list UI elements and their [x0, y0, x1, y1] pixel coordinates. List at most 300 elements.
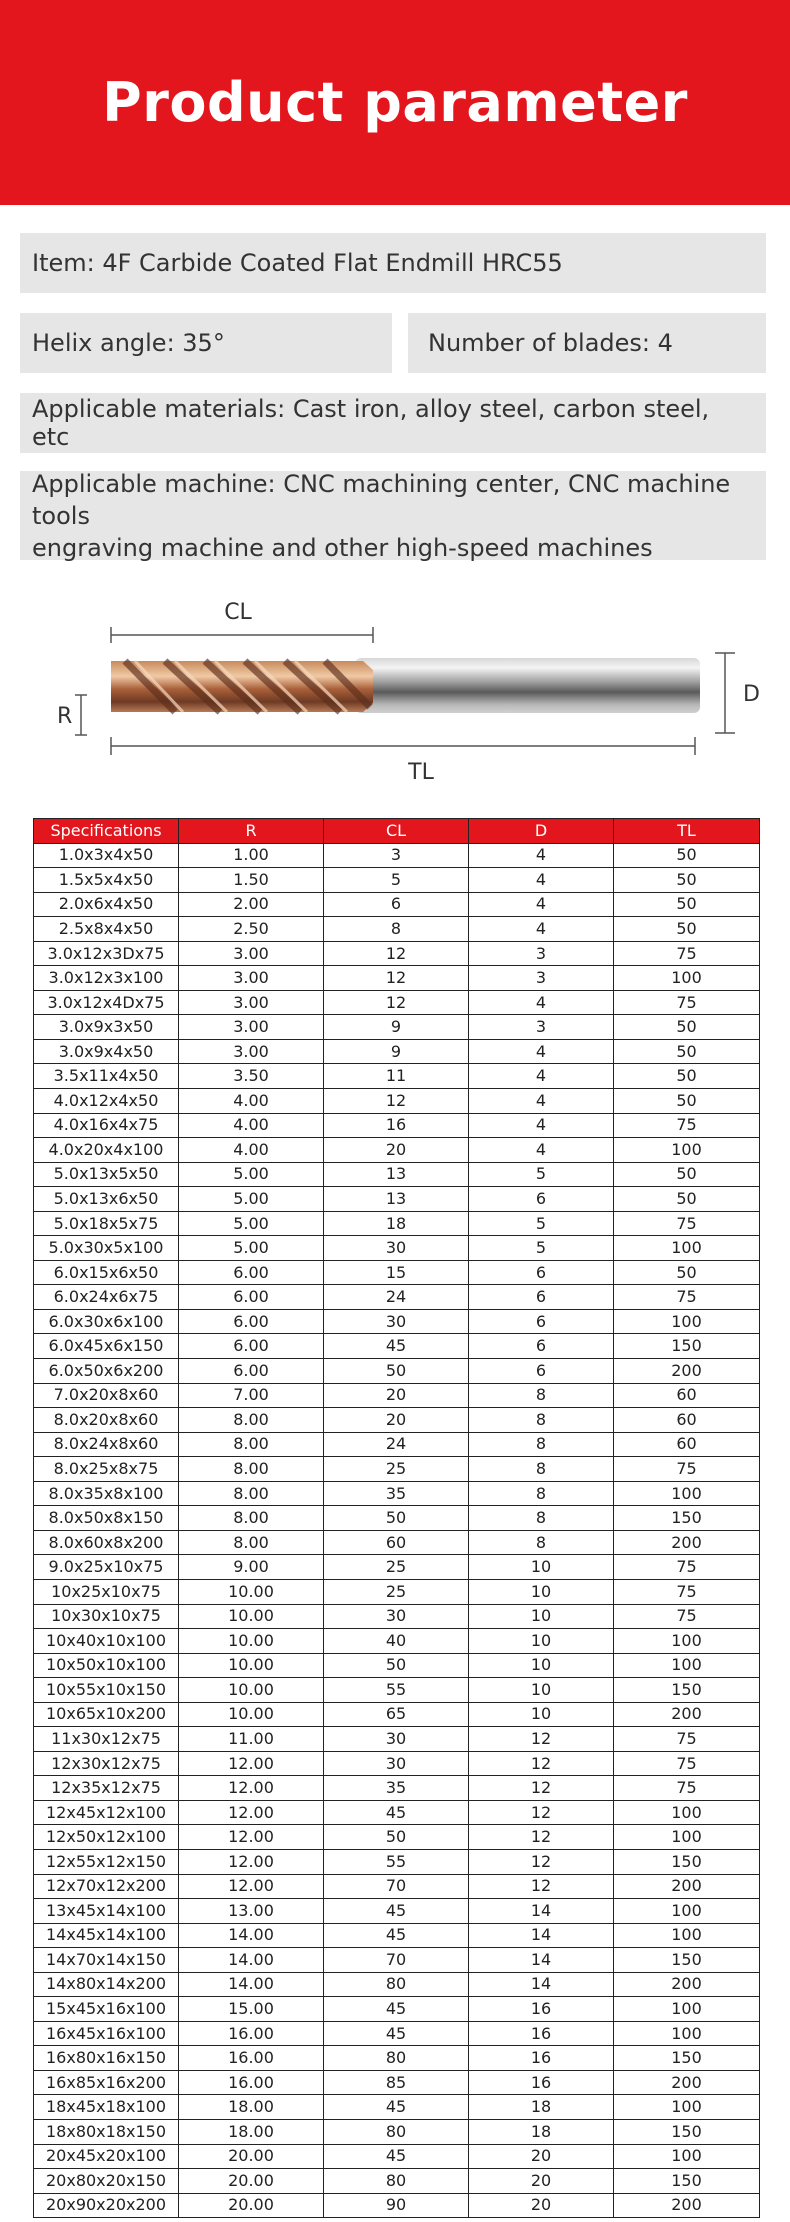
table-row: [34, 1702, 760, 1727]
d-cell: 5: [469, 1236, 614, 1261]
blades-box: [408, 313, 766, 373]
table-row: [34, 1555, 760, 1580]
tl-cell: 50: [614, 892, 760, 917]
spec-cell: 16x45x16x100: [34, 2021, 179, 2046]
table-row: [34, 1481, 760, 1506]
tl-cell: 200: [614, 1702, 760, 1727]
r-cell: 14.00: [179, 1923, 324, 1948]
tl-cell: 50: [614, 1162, 760, 1187]
spec-cell: 4.0x20x4x100: [34, 1138, 179, 1163]
tl-cell: 150: [614, 1334, 760, 1359]
tl-cell: 200: [614, 1874, 760, 1899]
d-label: D: [743, 682, 760, 707]
d-cell: 4: [469, 868, 614, 893]
d-cell: 6: [469, 1309, 614, 1334]
tl-cell: 75: [614, 1604, 760, 1629]
r-cell: 2.50: [179, 917, 324, 942]
table-row: [34, 941, 760, 966]
table-row: [34, 966, 760, 991]
spec-table-body: [34, 843, 760, 2218]
table-row: [34, 1187, 760, 1212]
spec-cell: 5.0x18x5x75: [34, 1211, 179, 1236]
spec-cell: 3.0x9x4x50: [34, 1039, 179, 1064]
r-label: R: [57, 704, 73, 729]
tl-cell: 50: [614, 1015, 760, 1040]
r-cell: 16.00: [179, 2021, 324, 2046]
cl-cell: 5: [324, 868, 469, 893]
d-cell: 3: [469, 941, 614, 966]
machine-text-line2: engraving machine and other high-speed machines: [32, 533, 653, 562]
table-row: [34, 1727, 760, 1752]
spec-table: [33, 818, 760, 2218]
spec-cell: 7.0x20x8x60: [34, 1383, 179, 1408]
d-cell: 4: [469, 892, 614, 917]
cl-cell: 85: [324, 2070, 469, 2095]
spec-cell: 14x80x14x200: [34, 1972, 179, 1997]
r-cell: 3.00: [179, 990, 324, 1015]
cl-cell: 80: [324, 1972, 469, 1997]
spec-cell: 1.0x3x4x50: [34, 843, 179, 868]
tl-cell: 60: [614, 1408, 760, 1433]
spec-cell: 12x30x12x75: [34, 1751, 179, 1776]
tl-cell: 50: [614, 917, 760, 942]
spec-cell: 18x80x18x150: [34, 2119, 179, 2144]
cl-cell: 12: [324, 966, 469, 991]
r-cell: 12.00: [179, 1751, 324, 1776]
d-cell: 6: [469, 1359, 614, 1384]
r-cell: 11.00: [179, 1727, 324, 1752]
d-cell: 8: [469, 1506, 614, 1531]
r-cell: 4.00: [179, 1089, 324, 1114]
cl-cell: 13: [324, 1187, 469, 1212]
spec-cell: 16x85x16x200: [34, 2070, 179, 2095]
blades-text: Number of blades: 4: [428, 329, 673, 357]
spec-cell: 12x55x12x150: [34, 1849, 179, 1874]
tl-cell: 50: [614, 843, 760, 868]
table-row: [34, 892, 760, 917]
r-cell: 10.00: [179, 1702, 324, 1727]
r-cell: 6.00: [179, 1359, 324, 1384]
cl-cell: 90: [324, 2193, 469, 2218]
r-cell: 1.50: [179, 868, 324, 893]
spec-cell: 8.0x50x8x150: [34, 1506, 179, 1531]
cl-cell: 6: [324, 892, 469, 917]
table-row: [34, 1309, 760, 1334]
cl-cell: 45: [324, 2144, 469, 2169]
cl-cell: 50: [324, 1825, 469, 1850]
spec-cell: 6.0x50x6x200: [34, 1359, 179, 1384]
cl-dimension: [111, 600, 373, 643]
spec-cell: 18x45x18x100: [34, 2095, 179, 2120]
table-row: [34, 1530, 760, 1555]
cl-cell: 45: [324, 2021, 469, 2046]
header-tl: TL: [614, 819, 760, 844]
r-cell: 6.00: [179, 1309, 324, 1334]
tl-cell: 150: [614, 1506, 760, 1531]
tl-cell: 100: [614, 1138, 760, 1163]
r-dimension: [57, 695, 87, 735]
r-cell: 10.00: [179, 1629, 324, 1654]
d-cell: 16: [469, 2070, 614, 2095]
spec-cell: 20x80x20x150: [34, 2169, 179, 2194]
table-row: [34, 2021, 760, 2046]
r-cell: 16.00: [179, 2070, 324, 2095]
table-row: [34, 1923, 760, 1948]
d-cell: 6: [469, 1285, 614, 1310]
r-cell: 4.00: [179, 1138, 324, 1163]
table-row: [34, 1653, 760, 1678]
r-cell: 5.00: [179, 1162, 324, 1187]
table-row: [34, 1162, 760, 1187]
cl-cell: 24: [324, 1285, 469, 1310]
cl-cell: 18: [324, 1211, 469, 1236]
spec-cell: 9.0x25x10x75: [34, 1555, 179, 1580]
table-row: [34, 1457, 760, 1482]
table-row: [34, 1285, 760, 1310]
table-row: [34, 1825, 760, 1850]
table-row: [34, 917, 760, 942]
r-cell: 4.00: [179, 1113, 324, 1138]
d-cell: 8: [469, 1481, 614, 1506]
spec-cell: 3.5x11x4x50: [34, 1064, 179, 1089]
tl-dimension: [111, 737, 695, 785]
spec-cell: 8.0x35x8x100: [34, 1481, 179, 1506]
d-cell: 4: [469, 990, 614, 1015]
spec-cell: 2.5x8x4x50: [34, 917, 179, 942]
d-cell: 4: [469, 1113, 614, 1138]
table-row: [34, 2144, 760, 2169]
materials-box: [20, 393, 766, 453]
r-cell: 18.00: [179, 2095, 324, 2120]
tl-cell: 75: [614, 1285, 760, 1310]
spec-cell: 10x30x10x75: [34, 1604, 179, 1629]
d-cell: 10: [469, 1604, 614, 1629]
cl-cell: 3: [324, 843, 469, 868]
tl-cell: 50: [614, 1039, 760, 1064]
r-cell: 13.00: [179, 1899, 324, 1924]
cl-cell: 35: [324, 1481, 469, 1506]
tl-cell: 200: [614, 2193, 760, 2218]
table-row: [34, 1039, 760, 1064]
spec-cell: 13x45x14x100: [34, 1899, 179, 1924]
r-cell: 10.00: [179, 1604, 324, 1629]
table-row: [34, 1997, 760, 2022]
tl-cell: 75: [614, 1727, 760, 1752]
cl-cell: 30: [324, 1236, 469, 1261]
endmill-diagram: [55, 595, 775, 795]
r-cell: 10.00: [179, 1579, 324, 1604]
d-cell: 10: [469, 1555, 614, 1580]
header-d: D: [469, 819, 614, 844]
d-cell: 10: [469, 1678, 614, 1703]
cl-label: CL: [224, 600, 252, 625]
r-cell: 3.00: [179, 1039, 324, 1064]
table-row: [34, 1678, 760, 1703]
d-cell: 6: [469, 1187, 614, 1212]
cl-cell: 50: [324, 1359, 469, 1384]
r-cell: 10.00: [179, 1653, 324, 1678]
d-cell: 10: [469, 1702, 614, 1727]
tl-cell: 75: [614, 1211, 760, 1236]
table-row: [34, 1383, 760, 1408]
d-cell: 8: [469, 1457, 614, 1482]
cl-cell: 9: [324, 1015, 469, 1040]
r-cell: 18.00: [179, 2119, 324, 2144]
r-cell: 12.00: [179, 1776, 324, 1801]
spec-cell: 10x50x10x100: [34, 1653, 179, 1678]
cl-cell: 25: [324, 1579, 469, 1604]
tl-cell: 150: [614, 1849, 760, 1874]
d-cell: 12: [469, 1727, 614, 1752]
table-row: [34, 990, 760, 1015]
spec-cell: 5.0x13x5x50: [34, 1162, 179, 1187]
spec-cell: 3.0x12x3x100: [34, 966, 179, 991]
r-cell: 5.00: [179, 1236, 324, 1261]
machine-box: [20, 471, 766, 560]
tl-cell: 100: [614, 1923, 760, 1948]
r-cell: 10.00: [179, 1678, 324, 1703]
tl-cell: 75: [614, 1555, 760, 1580]
cl-cell: 8: [324, 917, 469, 942]
tl-cell: 75: [614, 1776, 760, 1801]
spec-cell: 16x80x16x150: [34, 2046, 179, 2071]
r-cell: 2.00: [179, 892, 324, 917]
header-cl: CL: [324, 819, 469, 844]
tl-cell: 50: [614, 1260, 760, 1285]
table-row: [34, 1604, 760, 1629]
cl-cell: 55: [324, 1678, 469, 1703]
table-row: [34, 1629, 760, 1654]
tl-cell: 150: [614, 2046, 760, 2071]
r-cell: 8.00: [179, 1481, 324, 1506]
spec-cell: 5.0x13x6x50: [34, 1187, 179, 1212]
r-cell: 12.00: [179, 1800, 324, 1825]
tl-cell: 60: [614, 1432, 760, 1457]
helix-box: [20, 313, 392, 373]
cl-cell: 45: [324, 2095, 469, 2120]
table-row: [34, 1899, 760, 1924]
d-cell: 10: [469, 1579, 614, 1604]
spec-cell: 12x35x12x75: [34, 1776, 179, 1801]
d-cell: 14: [469, 1948, 614, 1973]
header-specifications: Specifications: [34, 819, 179, 844]
spec-cell: 2.0x6x4x50: [34, 892, 179, 917]
r-cell: 14.00: [179, 1972, 324, 1997]
d-cell: 14: [469, 1923, 614, 1948]
d-cell: 4: [469, 917, 614, 942]
tl-cell: 75: [614, 1113, 760, 1138]
d-cell: 4: [469, 1138, 614, 1163]
cl-cell: 25: [324, 1555, 469, 1580]
d-cell: 10: [469, 1629, 614, 1654]
table-row: [34, 1138, 760, 1163]
flute-shape: [111, 661, 373, 712]
tl-cell: 75: [614, 1457, 760, 1482]
d-cell: 16: [469, 1997, 614, 2022]
tl-cell: 150: [614, 1948, 760, 1973]
spec-cell: 15x45x16x100: [34, 1997, 179, 2022]
header-r: R: [179, 819, 324, 844]
spec-cell: 5.0x30x5x100: [34, 1236, 179, 1261]
machine-text-line1: Applicable machine: CNC machining center, CNC machine tools: [32, 469, 731, 530]
d-cell: 3: [469, 1015, 614, 1040]
table-row: [34, 1751, 760, 1776]
r-cell: 6.00: [179, 1334, 324, 1359]
cl-cell: 40: [324, 1629, 469, 1654]
d-cell: 8: [469, 1530, 614, 1555]
cl-cell: 45: [324, 1899, 469, 1924]
header-banner: [0, 0, 790, 205]
cl-cell: 50: [324, 1653, 469, 1678]
spec-cell: 14x45x14x100: [34, 1923, 179, 1948]
spec-cell: 20x45x20x100: [34, 2144, 179, 2169]
spec-cell: 20x90x20x200: [34, 2193, 179, 2218]
helix-text: Helix angle: 35°: [32, 329, 225, 357]
d-cell: 4: [469, 1064, 614, 1089]
spec-cell: 4.0x16x4x75: [34, 1113, 179, 1138]
tl-cell: 75: [614, 941, 760, 966]
tl-cell: 75: [614, 1751, 760, 1776]
r-cell: 20.00: [179, 2193, 324, 2218]
cl-cell: 55: [324, 1849, 469, 1874]
d-cell: 20: [469, 2169, 614, 2194]
table-row: [34, 1211, 760, 1236]
d-cell: 16: [469, 2046, 614, 2071]
d-cell: 18: [469, 2095, 614, 2120]
tl-cell: 100: [614, 2144, 760, 2169]
spec-cell: 8.0x24x8x60: [34, 1432, 179, 1457]
table-row: [34, 1776, 760, 1801]
tl-cell: 100: [614, 2095, 760, 2120]
r-cell: 12.00: [179, 1874, 324, 1899]
tl-label: TL: [408, 760, 434, 785]
table-row: [34, 1113, 760, 1138]
cl-cell: 13: [324, 1162, 469, 1187]
d-cell: 4: [469, 1039, 614, 1064]
tl-cell: 50: [614, 1064, 760, 1089]
tl-cell: 150: [614, 2169, 760, 2194]
r-cell: 8.00: [179, 1432, 324, 1457]
table-row: [34, 1015, 760, 1040]
tl-cell: 100: [614, 1653, 760, 1678]
r-cell: 7.00: [179, 1383, 324, 1408]
tl-cell: 200: [614, 1359, 760, 1384]
spec-cell: 6.0x15x6x50: [34, 1260, 179, 1285]
table-row: [34, 1334, 760, 1359]
cl-cell: 30: [324, 1309, 469, 1334]
cl-cell: 9: [324, 1039, 469, 1064]
spec-cell: 10x55x10x150: [34, 1678, 179, 1703]
spec-cell: 1.5x5x4x50: [34, 868, 179, 893]
d-cell: 12: [469, 1874, 614, 1899]
r-cell: 20.00: [179, 2144, 324, 2169]
cl-cell: 12: [324, 941, 469, 966]
table-row: [34, 2119, 760, 2144]
r-cell: 16.00: [179, 2046, 324, 2071]
table-row: [34, 1874, 760, 1899]
spec-cell: 8.0x20x8x60: [34, 1408, 179, 1433]
r-cell: 8.00: [179, 1408, 324, 1433]
r-cell: 1.00: [179, 843, 324, 868]
r-cell: 6.00: [179, 1260, 324, 1285]
cl-cell: 30: [324, 1604, 469, 1629]
spec-cell: 12x45x12x100: [34, 1800, 179, 1825]
table-row: [34, 1359, 760, 1384]
d-cell: 20: [469, 2193, 614, 2218]
tl-cell: 100: [614, 2021, 760, 2046]
table-row: [34, 2070, 760, 2095]
table-row: [34, 868, 760, 893]
cl-cell: 45: [324, 1800, 469, 1825]
cl-cell: 50: [324, 1506, 469, 1531]
d-cell: 16: [469, 2021, 614, 2046]
d-cell: 12: [469, 1800, 614, 1825]
table-row: [34, 1948, 760, 1973]
cl-cell: 65: [324, 1702, 469, 1727]
d-cell: 14: [469, 1972, 614, 1997]
cl-cell: 80: [324, 2169, 469, 2194]
cl-cell: 80: [324, 2046, 469, 2071]
tl-cell: 200: [614, 1530, 760, 1555]
spec-cell: 12x50x12x100: [34, 1825, 179, 1850]
d-cell: 6: [469, 1334, 614, 1359]
r-cell: 12.00: [179, 1849, 324, 1874]
spec-cell: 8.0x25x8x75: [34, 1457, 179, 1482]
spec-cell: 6.0x24x6x75: [34, 1285, 179, 1310]
item-text: Item: 4F Carbide Coated Flat Endmill HRC55: [32, 249, 563, 277]
spec-cell: 8.0x60x8x200: [34, 1530, 179, 1555]
tl-cell: 75: [614, 1579, 760, 1604]
cl-cell: 80: [324, 2119, 469, 2144]
r-cell: 15.00: [179, 1997, 324, 2022]
d-dimension: [715, 653, 760, 733]
tl-cell: 100: [614, 1236, 760, 1261]
r-cell: 8.00: [179, 1530, 324, 1555]
table-row: [34, 1408, 760, 1433]
d-cell: 10: [469, 1653, 614, 1678]
cl-cell: 60: [324, 1530, 469, 1555]
cl-cell: 25: [324, 1457, 469, 1482]
d-cell: 12: [469, 1776, 614, 1801]
materials-text: Applicable materials: Cast iron, alloy steel, carbon steel, etc: [32, 395, 710, 451]
d-cell: 18: [469, 2119, 614, 2144]
r-cell: 8.00: [179, 1506, 324, 1531]
spec-cell: 6.0x45x6x150: [34, 1334, 179, 1359]
r-cell: 20.00: [179, 2169, 324, 2194]
table-row: [34, 1064, 760, 1089]
cl-cell: 20: [324, 1138, 469, 1163]
r-cell: 3.00: [179, 941, 324, 966]
tl-cell: 100: [614, 966, 760, 991]
table-row: [34, 1432, 760, 1457]
d-cell: 14: [469, 1899, 614, 1924]
d-cell: 8: [469, 1432, 614, 1457]
cl-cell: 12: [324, 1089, 469, 1114]
cl-cell: 12: [324, 990, 469, 1015]
cl-cell: 30: [324, 1751, 469, 1776]
r-cell: 9.00: [179, 1555, 324, 1580]
table-row: [34, 843, 760, 868]
table-row: [34, 1800, 760, 1825]
spec-cell: 3.0x12x3Dx75: [34, 941, 179, 966]
cl-cell: 30: [324, 1727, 469, 1752]
d-cell: 12: [469, 1751, 614, 1776]
spec-cell: 11x30x12x75: [34, 1727, 179, 1752]
tl-cell: 100: [614, 1629, 760, 1654]
shank-shape: [355, 658, 700, 713]
tl-cell: 150: [614, 2119, 760, 2144]
spec-cell: 12x70x12x200: [34, 1874, 179, 1899]
